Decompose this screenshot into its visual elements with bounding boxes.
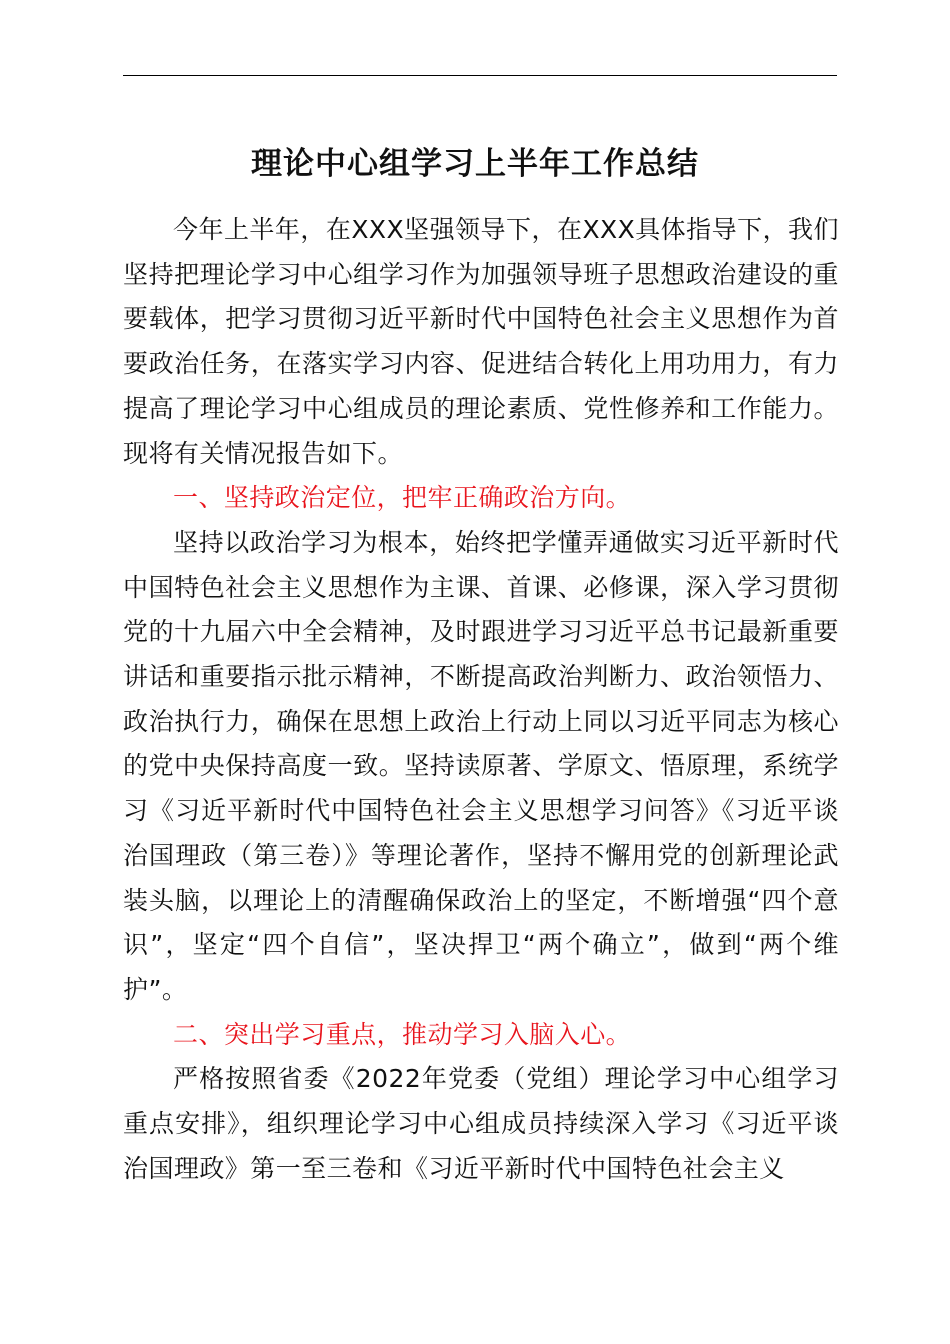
document-body (123, 208, 839, 1191)
header-rule (123, 75, 837, 76)
section-1-paragraph: 坚持以政治学习为根本，始终把学懂弄通做实习近平新时代中国特色社会主义思想作为主课、首课、必修课，深入学习贯彻党的十九届六中全会精神，及时跟进学习习近平总书记最新重要讲话和重要指示批示精神，不断提高政治判断力、政治领悟力、政治执行力，确保在思想上政治上行动上同以习近平同志为核心的党中央保持高度一致。坚持读原著、学原文、悟原理，系统学习《习近平新时代中国特色社会主义思想学习问答》《习近平谈治国理政（第三卷）》等理论著作，坚持不懈用党的创新理论武装头脑，以理论上的清醒确保政治上的坚定，不断增强“四个意识”，坚定“四个自信”，坚决捍卫“两个确立”，做到“两个维护”。 (123, 527, 839, 1004)
section-heading-2: 二、突出学习重点，推动学习入脑入心。 (173, 1019, 632, 1049)
document-title: 理论中心组学习上半年工作总结 (251, 146, 699, 182)
intro-paragraph: 今年上半年，在XXX坚强领导下，在XXX具体指导下，我们坚持把理论学习中心组学习作为加强领导班子思想政治建设的重要载体，把学习贯彻习近平新时代中国特色社会主义思想作为首要政治任务，在落实学习内容、促进结合转化上用功用力，有力提高了理论学习中心组成员的理论素质、党性修养和工作能力。现将有关情况报告如下。 (123, 215, 839, 468)
section-2-paragraph: 严格按照省委《2022年党委（党组）理论学习中心组学习重点安排》，组织理论学习中心组成员持续深入学习《习近平谈治国理政》第一至三卷和《习近平新时代中国特色社会主义 (123, 1064, 839, 1183)
section-heading-1: 一、坚持政治定位，把牢正确政治方向。 (173, 483, 632, 513)
